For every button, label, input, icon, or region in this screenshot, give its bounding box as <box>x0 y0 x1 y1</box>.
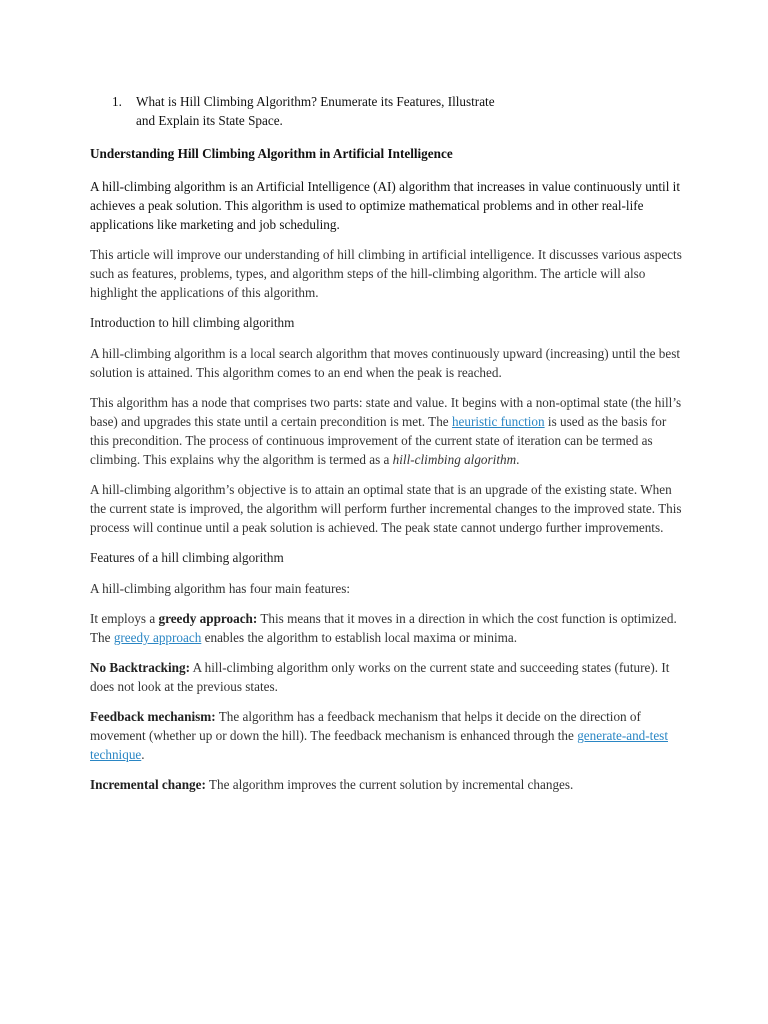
article-scope-paragraph: This article will improve our understanding of hill climbing in artificial intelligence. It discusses various aspects such as features, problems, types, and algorithm steps of the hill-climbing algorithm. The article will also highlight the applications of this algorithm. <box>90 247 682 300</box>
node-text-after-link: is used as the basis for this precondition. The process of continuous improvement of the current state of iteration can be termed as climbing. This explains why the algorithm is termed as a <box>90 414 667 467</box>
question-item <box>90 92 685 130</box>
feature-greedy-approach <box>90 609 685 647</box>
article-title: Understanding Hill Climbing Algorithm in Artificial Intelligence <box>90 146 453 161</box>
greedy-prefix: It employs a <box>90 611 159 626</box>
question-number: 1. <box>112 94 122 109</box>
objective-paragraph: A hill-climbing algorithm’s objective is to attain an optimal state that is an upgrade of the existing state. When the current state is improved, the algorithm will perform further incremental changes to the improved state. This process will continue until a peak solution is achieved. The peak state cannot undergo further improvements. <box>90 482 682 535</box>
greedy-text-after-link: enables the algorithm to establish local maxima or minima. <box>201 630 518 645</box>
backtracking-label: No Backtracking: <box>90 660 191 675</box>
backtracking-text: A hill-climbing algorithm only works on the current state and succeeding states (future). It does not look at the previous states. <box>90 660 670 694</box>
heuristic-function-link[interactable]: heuristic function <box>451 414 545 429</box>
local-search-paragraph: A hill-climbing algorithm is a local search algorithm that moves continuously upward (increasing) until the best solution is attained. This algorithm comes to an end when the peak is reached. <box>90 346 681 380</box>
greedy-approach-link[interactable]: greedy approach <box>113 630 202 645</box>
feedback-text-before-link: The algorithm has a feedback mechanism that helps it decide on the direction of movement (whether up or down the hill). The feedback mechanism is enhanced through the <box>90 709 641 743</box>
greedy-text-before-link: This means that it moves in a direction in which the cost function is optimized. The <box>90 611 677 645</box>
incremental-text: The algorithm improves the current solution by incremental changes. <box>205 777 574 792</box>
section-heading-introduction: Introduction to hill climbing algorithm <box>90 315 295 330</box>
feedback-text-after-link: . <box>141 747 145 762</box>
incremental-label: Incremental change: <box>90 777 206 792</box>
feature-feedback-mechanism <box>90 707 685 764</box>
intro-paragraph: A hill-climbing algorithm is an Artificial Intelligence (AI) algorithm that increases in value continuously until it achieves a peak solution. This algorithm is used to optimize mathematical problems and in other real-life applications like marketing and job scheduling. <box>90 179 681 232</box>
question-text: What is Hill Climbing Algorithm? Enumerate its Features, Illustrate and Explain its State Space. <box>136 94 495 128</box>
hill-climbing-term: hill-climbing algorithm <box>392 452 517 467</box>
features-intro-paragraph: A hill-climbing algorithm has four main features: <box>90 581 351 596</box>
feedback-label: Feedback mechanism: <box>90 709 216 724</box>
node-paragraph <box>90 393 685 469</box>
node-text-end: . <box>516 452 520 467</box>
feature-no-backtracking <box>90 658 685 696</box>
greedy-label: greedy approach: <box>158 611 258 626</box>
section-heading-features: Features of a hill climbing algorithm <box>90 550 284 565</box>
node-text-before-link: This algorithm has a node that comprises two parts: state and value. It begins with a non-optimal state (the hill’s base) and upgrades this state until a certain precondition is met. The <box>90 395 682 429</box>
feature-incremental-change <box>90 775 685 794</box>
generate-and-test-link[interactable]: generate-and-test technique <box>90 728 668 762</box>
document-page <box>90 92 685 805</box>
